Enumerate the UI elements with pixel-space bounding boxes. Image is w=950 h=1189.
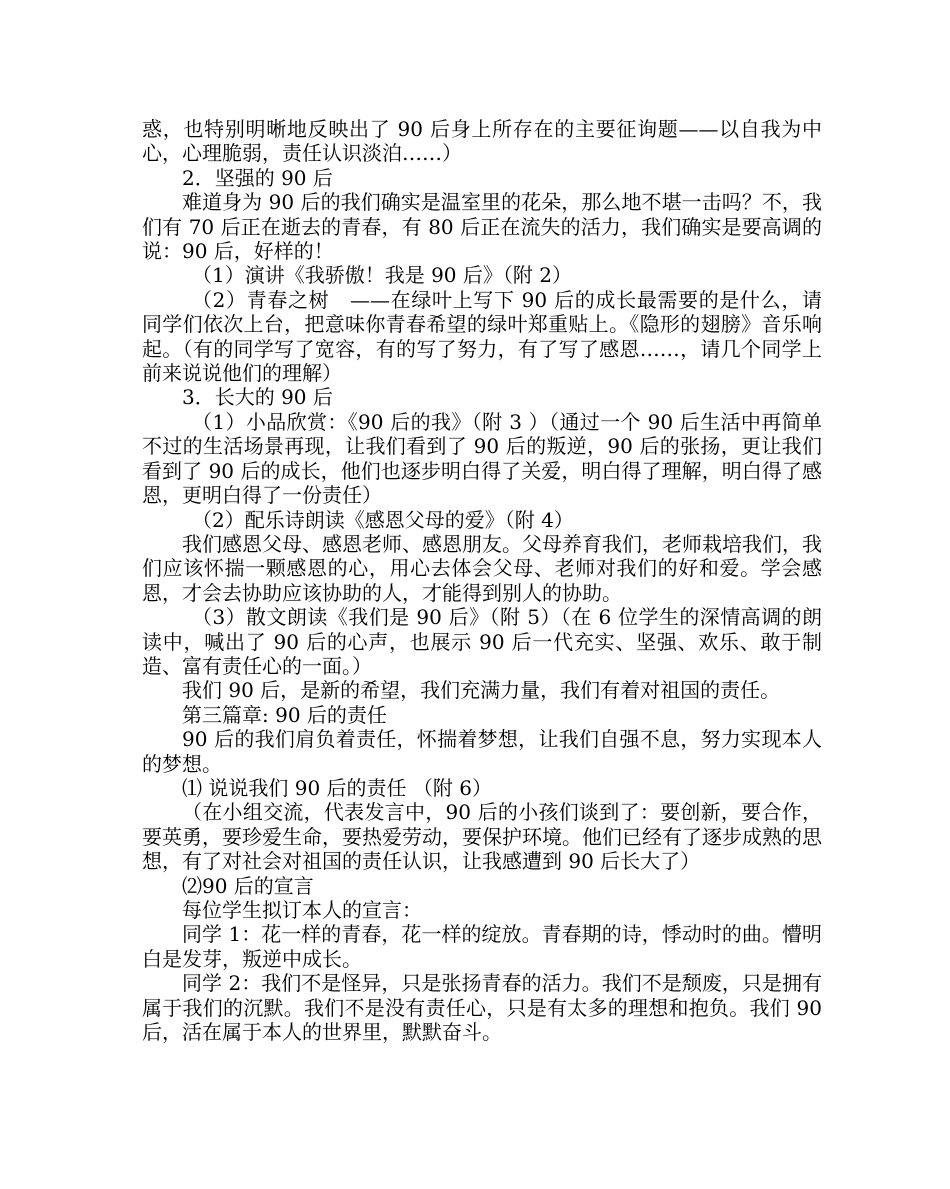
paragraph-student-1: 同学 1：花一样的青春，花一样的绽放。青春期的诗，悸动时的曲。懵明白是发芽，叛逆中成长。 bbox=[142, 922, 822, 971]
paragraph-new-hope: 我们 90 后，是新的希望，我们充满力量，我们有着对祖国的责任。 bbox=[182, 678, 781, 703]
paragraph-group-discussion: （在小组交流，代表发言中，90 后的小孩们谈到了：要创新，要合作，要英勇，要珍爱生命，要热爱劳动，要保护环境。他们已经有了逐步成熟的思想，有了对社会对祖国的责任认识，让我感遭到 90 后长大了） bbox=[142, 800, 822, 874]
section-heading-strong-90s: 2．坚强的 90 后 bbox=[182, 165, 333, 190]
paragraph-student-2: 同学 2：我们不是怪异，只是张扬青春的活力。我们不是颓废，只是拥有属于我们的沉默。我们不是没有责任心，只是有太多的理想和抱负。我们 90 后，活在属于本人的世界里，默默奋斗。 bbox=[142, 971, 822, 1045]
paragraph-responsibility: 90 后的我们肩负着责任，怀揣着梦想，让我们自强不息，努力实现本人的梦想。 bbox=[142, 727, 822, 776]
paragraph-declaration-intro: 每位学生拟订本人的宣言： bbox=[182, 898, 422, 922]
list-item-youth-tree: （2）青春之树 ——在绿叶上写下 90 后的成长最需要的是什么，请同学们依次上台，把意味你青春希望的绿叶郑重贴上。《隐形的翅膀》音乐响起。（有的同学写了宽容，有的写了努力，有了写了感恩……，请几个同学上前来说说他们的理解） bbox=[142, 287, 822, 386]
list-item-declaration: ⑵90 后的宣言 bbox=[182, 873, 314, 898]
paragraph-gratitude: 我们感恩父母、感恩老师、感恩朋友。父母养育我们，老师栽培我们，我们应该怀揣一颗感恩的心，用心去体会父母、老师对我们的好和爱。学会感恩，才会去协助应该协助的人，才能得到别人的协助。 bbox=[142, 531, 822, 605]
list-item-talk-responsibility: ⑴ 说说我们 90 后的责任 （附 6） bbox=[182, 775, 492, 800]
document-body bbox=[142, 117, 822, 1044]
list-item-poem: （2）配乐诗朗读《感恩父母的爱》（附 4） bbox=[192, 507, 574, 532]
paragraph-3: 难道身为 90 后的我们确实是温室里的花朵，那么地不堪一击吗？不，我们有 70 后正在逝去的青春，有 80 后正在流失的活力，我们确实是要高调的说：90 后，好样的！ bbox=[142, 190, 822, 264]
list-item-prose-reading: （3）散文朗读《我们是 90 后》（附 5）（在 6 位学生的深情高调的朗读中，喊出了 90 后的心声，也展示 90 后一代充实、坚强、欢乐、敢于制造、富有责任心的一面。） bbox=[142, 605, 822, 678]
chapter-heading-responsibility: 第三篇章: 90 后的责任 bbox=[182, 702, 387, 727]
paragraph-1: 惑，也特别明晰地反映出了 90 后身上所存在的主要征询题——以自我为中心，心理脆弱，责任认识淡泊……） bbox=[142, 117, 822, 166]
list-item-skit: （1）小品欣赏：《90 后的我》（附 3 ）（通过一个 90 后生活中再简单不过的生活场景再现，让我们看到了 90 后的叛逆，90 后的张扬，更让我们看到了 90 后的成长，他们也逐步明白得了关爱，明白得了理解，明白得了感恩，更明白得了一份责任） bbox=[142, 409, 822, 508]
section-heading-grown-90s: 3．长大的 90 后 bbox=[182, 385, 333, 410]
list-item-speech: （1）演讲《我骄傲！我是 90 后》（附 2） bbox=[192, 263, 572, 288]
